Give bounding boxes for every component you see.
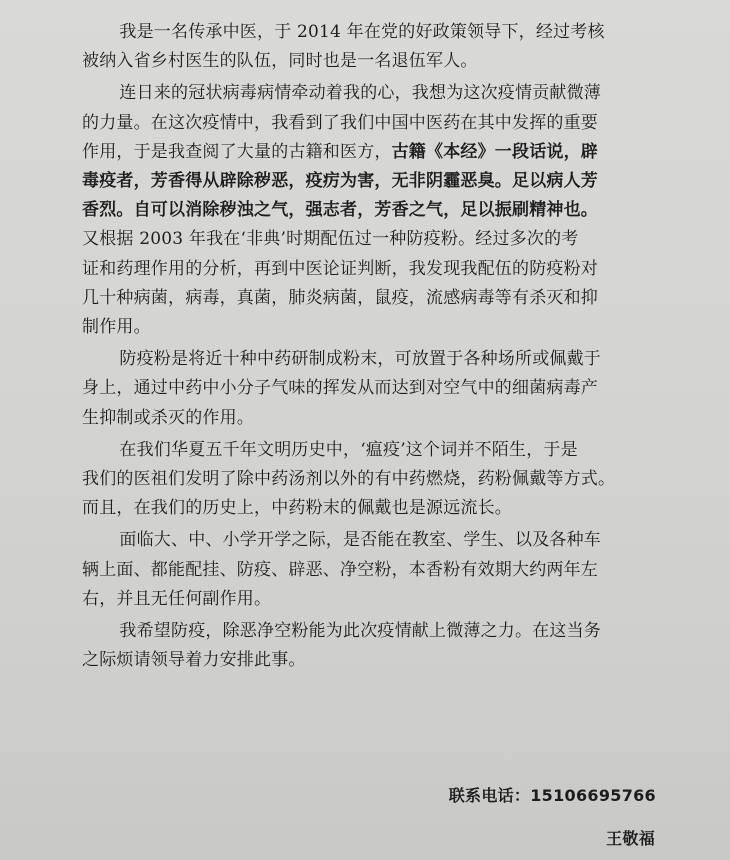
text-line: 在我们华夏五千年文明历史中，‘瘟疫’这个词并不陌生，于是	[119, 439, 578, 460]
text-line: 辆上面、都能配挂、防疫、辟恶、净空粉，本香粉有效期大约两年左	[82, 559, 598, 580]
paragraph-request	[82, 617, 672, 675]
classic-quote: 古籍《本经》一段话说，辟	[391, 141, 599, 162]
text-line: 右，并且无任何副作用。	[82, 588, 272, 609]
paragraph-school-proposal	[82, 526, 672, 614]
text-line: 连日来的冠状病毒病情牵动着我的心，我想为这次疫情贡献微薄	[119, 83, 601, 104]
text-line: 的力量。在这次疫情中，我看到了我们中国中医药在其中发挥的重要	[82, 112, 598, 133]
text-line: 被纳入省乡村医生的队伍，同时也是一名退伍军人。	[82, 51, 478, 72]
paragraph-intro	[82, 18, 672, 76]
classic-quote-line: 毒疫者，芳香得从辟除秽恶，疫疠为害，无非阴霾恶臭。足以病人芳	[82, 171, 598, 192]
text-line: 面临大、中、小学开学之际，是否能在教室、学生、以及各种车	[119, 530, 601, 551]
phone-number: 15106695766	[530, 786, 656, 805]
text-line: 身上，通过中药中小分子气味的挥发从而达到对空气中的细菌病毒产	[82, 378, 598, 399]
signer-name: 王敬福	[606, 829, 655, 848]
text-line: 证和药理作用的分析，再到中医论证判断，我发现我配伍的防疫粉对	[82, 258, 598, 279]
paragraph-motivation	[82, 79, 672, 342]
text-line: 又根据 2003 年我在‘非典’时期配伍过一种防疫粉。经过多次的考	[82, 229, 579, 250]
text-line: 防疫粉是将近十种中药研制成粉末，可放置于各种场所或佩戴于	[119, 349, 601, 370]
text-line: 我们的医祖们发明了除中药汤剂以外的有中药燃烧，药粉佩戴等方式。	[82, 469, 616, 490]
paragraph-powder-description	[82, 345, 672, 433]
paragraph-history	[82, 436, 672, 524]
text-line: 作用，于是我查阅了大量的古籍和医方，古籍《本经》一段话说，辟	[82, 141, 599, 162]
text-line: 我希望防疫，除恶净空粉能为此次疫情献上微薄之力。在这当务	[119, 621, 601, 642]
text-line: 我是一名传承中医，于 2014 年在党的好政策领导下，经过考核	[119, 22, 605, 42]
classic-quote-line: 香烈。自可以消除秽浊之气，强志者，芳香之气，足以振刷精神也。	[82, 200, 598, 221]
phone-label: 联系电话：	[448, 786, 531, 805]
text-line: 生抑制或杀灭的作用。	[82, 407, 254, 428]
text-line: 之际烦请领导着力安排此事。	[82, 650, 306, 671]
text-line: 而且，在我们的历史上，中药粉末的佩戴也是源远流长。	[82, 498, 512, 519]
text-line: 几十种病菌，病毒，真菌，肺炎病菌，鼠疫，流感病毒等有杀灭和抑	[82, 287, 598, 308]
text-line: 制作用。	[82, 317, 151, 338]
letter-body	[82, 18, 672, 678]
contact-phone	[449, 783, 656, 806]
